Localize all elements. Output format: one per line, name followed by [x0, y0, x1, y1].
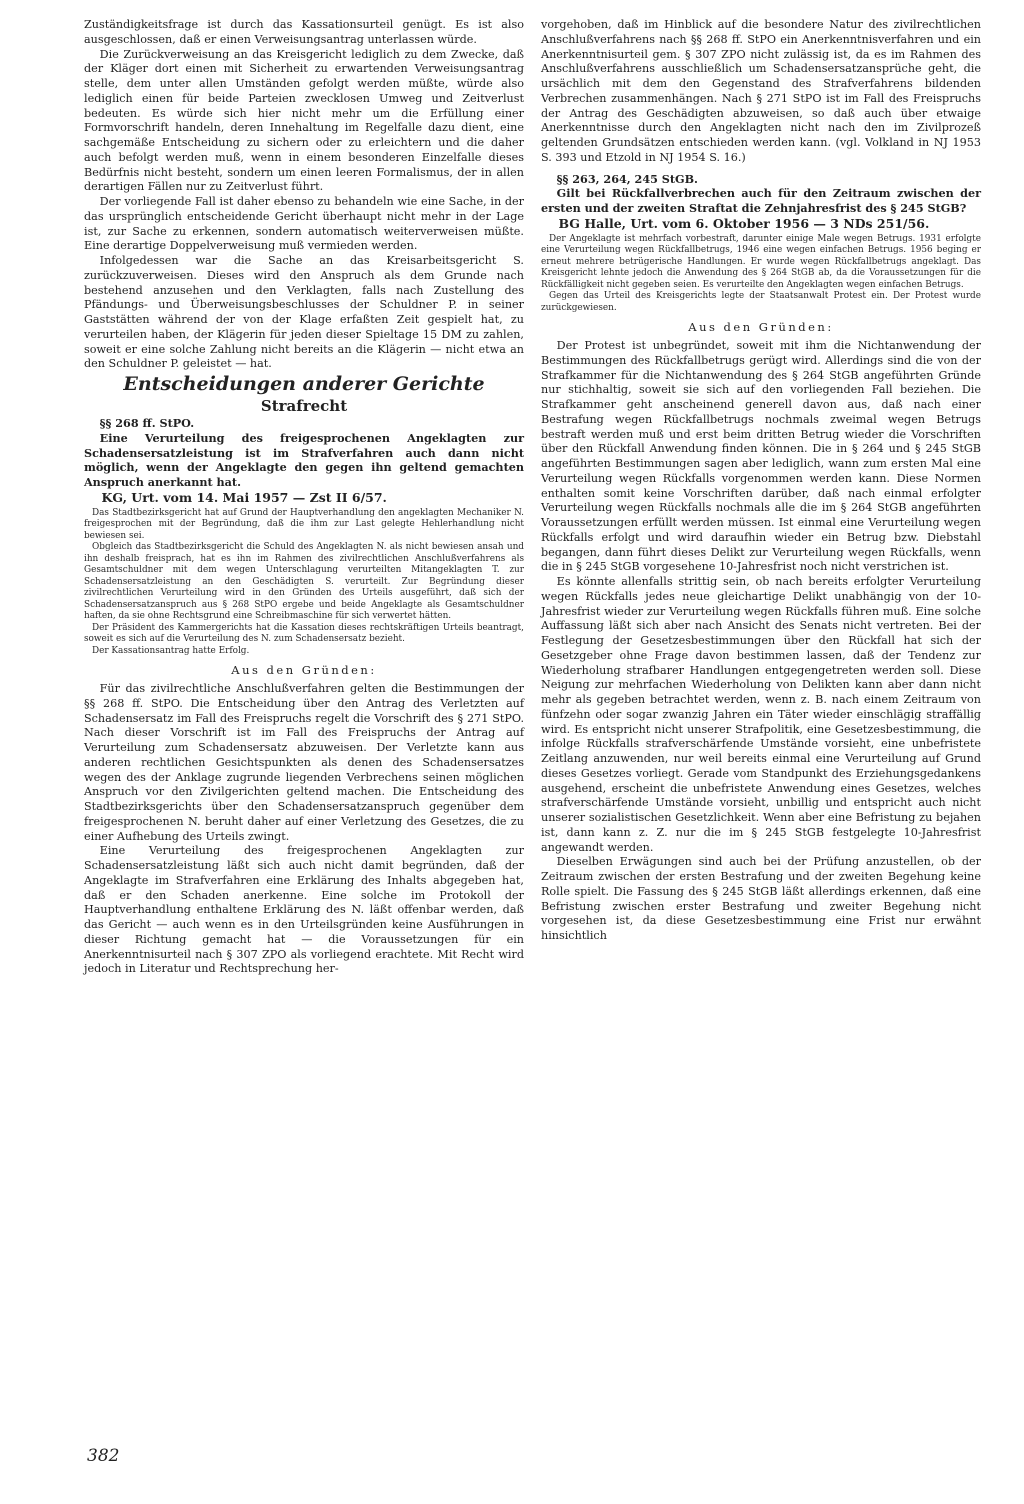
case-reference: §§ 268 ff. StPO. [99, 416, 195, 430]
paragraph: Der vorliegende Fall ist daher ebenso zu behandeln wie eine Sache, in der das ursprünglich entscheidende Gericht überhaupt nicht mehr in der Lage ist, zur Sache zu erkennen, sondern automatisch weiterverweisen müßte. Eine derartige Doppelverweisung muß vermieden werden. [84, 195, 524, 253]
grounds-heading: Aus den Gründen: [231, 663, 377, 678]
case-headnote: Eine Verurteilung des freigesprochenen Angeklagten zur Schadensersatzleistung ist im Strafverfahren auch dann nicht möglich, wenn der Angeklagte den gegen ihn geltend gemachten Anspruch anerkannt hat. [84, 430, 524, 489]
left-column [84, 18, 524, 977]
page-number: 382 [87, 1446, 120, 1466]
facts-paragraph: Obgleich das Stadtbezirksgericht die Schuld des Angeklagten N. als nicht bewiesen ansah und ihn deshalb freisprach, hat es ihn im Rahmen des zivilrechtlichen Anschlußverfahrens als Gesamtschuldner mit dem wegen Unterschlagung verurteilten Mitangeklagten T. zur Schadensersatzleistung an den Geschädigten S. verurteilt. Zur Begründung dieser zivilrechtlichen Verurteilung wird in den Gründen des Urteils ausgeführt, daß sich der Schadensersatzanspruch aus § 268 StPO ergebe und beide Angeklagte als Gesamtschuldner haften, da sie ohne Rechtsgrund eine Schreibmaschine für sich verwertet hätten. [84, 542, 524, 622]
case-headnote: Gilt bei Rückfallverbrechen auch für den Zeitraum zwischen der ersten und der zweiten Straftat die Zehnjahresfrist des § 245 StGB? [541, 186, 981, 215]
paragraph: Zuständigkeitsfrage ist durch das Kassationsurteil genügt. Es ist also ausgeschlossen, daß er einen Verweisungsantrag unterlassen würde. [84, 18, 524, 46]
right-column [541, 18, 981, 944]
paragraph: vorgehoben, daß im Hinblick auf die besondere Natur des zivilrechtlichen Anschlußverfahrens nach §§ 268 ff. StPO ein Anerkenntnisverfahren und ein Anerkenntnisurteil gem. § 307 ZPO nicht zulässig ist, da es im Rahmen des Anschlußverfahrens ausschließlich um Schadensersatzansprüche geht, die ursächlich mit dem den Gegenstand des Strafverfahrens bildenden Verbrechen zusammenhängen. Nach § 271 StPO ist im Fall des Freispruchs der Antrag des Geschädigten abzuweisen, so daß auch über etwaige Anerkenntnisse durch den Angeklagten nicht nach den im Zivilprozeß geltenden Grundsätzen entschieden werden kann. (vgl. Volkland in NJ 1953 S. 393 und Etzold in NJ 1954 S. 16.) [541, 18, 981, 164]
section-subtitle: Strafrecht [260, 397, 348, 415]
grounds-heading: Aus den Gründen: [688, 320, 834, 335]
case-reference: §§ 263, 264, 245 StGB. [556, 171, 698, 186]
section-title: Entscheidungen anderer Gerichte [123, 373, 485, 395]
paragraph: Für das zivilrechtliche Anschlußverfahren gelten die Bestimmungen der §§ 268 ff. StPO. Die Entscheidung über den Antrag des Verletzten auf Schadensersatz im Fall des Freispruchs regelt die Vorschrift des § 271 StPO. Nach dieser Vorschrift ist im Fall des Freispruchs der Antrag auf Verurteilung zum Schadensersatz abzuweisen. Der Verletzte kann aus anderen rechtlichen Gesichtspunkten als denen des Schadensersatzes wegen des der Anklage zugrunde liegenden Verbrechens seinen möglichen Anspruch vor den Zivilgerichten geltend machen. Die Entscheidung des Stadtbezirksgerichts über den Schadensersatzanspruch gegenüber dem freigesprochenen N. beruht daher auf einer Verletzung des Gesetzes, die zu einer Aufhebung des Urteils zwingt. [84, 682, 524, 843]
case-facts [541, 234, 981, 315]
court-line: KG, Urt. vom 14. Mai 1957 — Zst II 6/57. [101, 489, 387, 505]
court-line: BG Halle, Urt. vom 6. Oktober 1956 — 3 NDs 251/56. [558, 215, 930, 231]
paragraph: Eine Verurteilung des freigesprochenen Angeklagten zur Schadensersatzleistung läßt sich auch nicht damit begründen, daß der Angeklagte im Strafverfahren eine Erklärung des Inhalts abgegeben hat, daß er den Schaden anerkenne. Eine solche im Protokoll der Hauptverhandlung enthaltene Erklärung des N. läßt offenbar werden, daß das Gericht — auch wenn es in den Urteilsgründen keine Ausführungen in dieser Richtung gemacht hat — die Voraussetzungen für ein Anerkenntnisurteil nach § 307 ZPO als vorliegend erachtete. Mit Recht wird jedoch in Literatur und Rechtsprechung her- [84, 844, 524, 976]
facts-paragraph: Das Stadtbezirksgericht hat auf Grund der Hauptverhandlung den angeklagten Mechaniker N. freigesprochen mit der Begründung, daß die ihm zur Last gelegte Hehlerhandlung nicht bewiesen sei. [84, 507, 524, 541]
paragraph: Infolgedessen war die Sache an das Kreisarbeitsgericht S. zurückzuverweisen. Dieses wird den Anspruch als dem Grunde nach bestehend anzusehen und den Verklagten, falls nach Zustellung des Pfändungs- und Überweisungsbeschlusses der Schuldner P. in seiner Gaststätten während der von der Klage erfaßten Zeit gespielt hat, zu verurteilen haben, der Klägerin für jeden dieser Spieltage 15 DM zu zahlen, soweit er eine solche Zahlung nicht bereits an die Klägerin — nicht etwa an den Schuldner P. geleistet — hat. [84, 254, 524, 371]
case-facts [84, 508, 524, 658]
facts-paragraph: Der Angeklagte ist mehrfach vorbestraft, darunter einige Male wegen Betrugs. 1931 erfolgte eine Verurteilung wegen Rückfallbetrugs, 1946 eine wegen einfachen Betrugs. 1956 beging er erneut mehrere betrügerische Handlungen. Er wurde wegen Rückfallbetrugs angeklagt. Das Kreisgericht lehnte jedoch die Anwendung des § 264 StGB ab, da die Voraussetzungen für die Rückfälligkeit nicht gegeben seien. Es verurteilte den Angeklagten wegen einfachen Betrugs. [541, 233, 981, 290]
paragraph: Die Zurückverweisung an das Kreisgericht lediglich zu dem Zwecke, daß der Kläger dort einen mit Sicherheit zu erwartenden Verweisungsantrag stelle, dem unter allen Umständen gefolgt werden müßte, würde also lediglich einen für beide Parteien zwecklosen Umweg und Zeitverlust bedeuten. Es würde sich hier nicht mehr um die Erfüllung einer Formvorschrift handeln, deren Innehaltung im Regelfalle dazu dient, eine sachgemäße Entscheidung zu sichern oder zu erleichtern und die daher auch befolgt werden muß, wenn in einem besonderen Einzelfalle dieses Bedürfnis nicht besteht, sondern um einen leeren Formalismus, der in allen derartigen Fällen nur zu Zeitverlust führt. [84, 47, 524, 194]
paragraph: Es könnte allenfalls strittig sein, ob nach bereits erfolgter Verurteilung wegen Rückfalls jedes neue gleichartige Delikt unabhängig von der 10-Jahresfrist wieder zur Verurteilung wegen Rückfalls führen muß. Eine solche Auffassung läßt sich aber nach Ansicht des Senats nicht vertreten. Bei der Festlegung der Gesetzesbestimmungen über den Rückfall hat sich der Gesetzgeber ohne Frage davon bestimmen lassen, daß der Tendenz zur Wiederholung strafbarer Handlungen entgegengetreten werden soll. Diese Neigung zur mehrfachen Wiederholung von Delikten kann aber dann nicht mehr als gegeben betrachtet werden, wenn z. B. nach einem Zeitraum von fünfzehn oder sogar zwanzig Jahren ein Täter wieder einschlägig straffällig wird. Es entspricht nicht unserer Strafpolitik, eine Gesetzesbestimmung, die infolge Rückfalls strafverschärfende Umstände vorsieht, eine unbefristete Zeitlang anzuwenden, nur weil bereits einmal eine Verurteilung auf Grund dieses Gesetzes vorliegt. Gerade vom Standpunkt des Erziehungsgedankens ausgehend, erscheint die unbefristete Anwendung eines Gesetzes, welches strafverschärfende Umstände vorsieht, unbillig und entspricht auch nicht unserer sozialistischen Gesetzlichkeit. Wenn aber eine Befristung zu bejahen ist, dann kann z. Z. nur die im § 245 StGB festgelegte 10-Jahresfrist angewandt werden. [541, 575, 981, 854]
facts-paragraph: Der Kassationsantrag hatte Erfolg. [92, 645, 250, 656]
paragraph: Der Protest ist unbegründet, soweit mit ihm die Nichtanwendung der Bestimmungen des Rückfallbetrugs gerügt wird. Allerdings sind die von der Strafkammer für die Nichtanwendung des § 264 StGB angeführten Gründe nur stichhaltig, soweit sie sich auf den vorliegenden Fall beziehen. Die Strafkammer geht anscheinend generell davon aus, daß nach einer Bestrafung wegen Rückfallbetrugs nochmals zweimal wegen Betrugs bestraft werden muß und erst beim dritten Betrug wieder die Vorschriften über den Rückfall Anwendung finden können. Die in § 264 und § 245 StGB angeführten Bestimmungen sagen aber lediglich, wann zum ersten Mal eine Verurteilung wegen Rückfalls vorgenommen werden kann. Diese Normen enthalten somit keine Vorschriften darüber, daß nach einmal erfolgter Verurteilung wegen Rückfalls nochmals alle die im § 264 StGB angeführten Voraussetzungen erfüllt werden müssen. Ist einmal eine Verurteilung wegen Rückfalls erfolgt und wird daraufhin wieder ein Betrug bzw. Diebstahl begangen, dann führt dieses Delikt zur Verurteilung wegen Rückfalls, wenn die in § 245 StGB vorgesehene 10-Jahresfrist noch nicht verstrichen ist. [541, 339, 981, 574]
facts-paragraph: Der Präsident des Kammergerichts hat die Kassation dieses rechtskräftigen Urteils beantragt, soweit es sich auf die Verurteilung des N. zum Schadensersatz bezieht. [84, 622, 524, 645]
paragraph: Dieselben Erwägungen sind auch bei der Prüfung anzustellen, ob der Zeitraum zwischen der ersten Bestrafung und der zweiten Begehung keine Rolle spielt. Die Fassung des § 245 StGB läßt allerdings erkennen, daß eine Befristung zwischen erster Bestrafung und zweiter Begehung nicht vorgesehen ist, da diese Gesetzesbestimmung eine Frist nur erwähnt hinsichtlich [541, 855, 981, 942]
facts-paragraph: Gegen das Urteil des Kreisgerichts legte der Staatsanwalt Protest ein. Der Protest wurde zurückgewiesen. [541, 291, 981, 313]
